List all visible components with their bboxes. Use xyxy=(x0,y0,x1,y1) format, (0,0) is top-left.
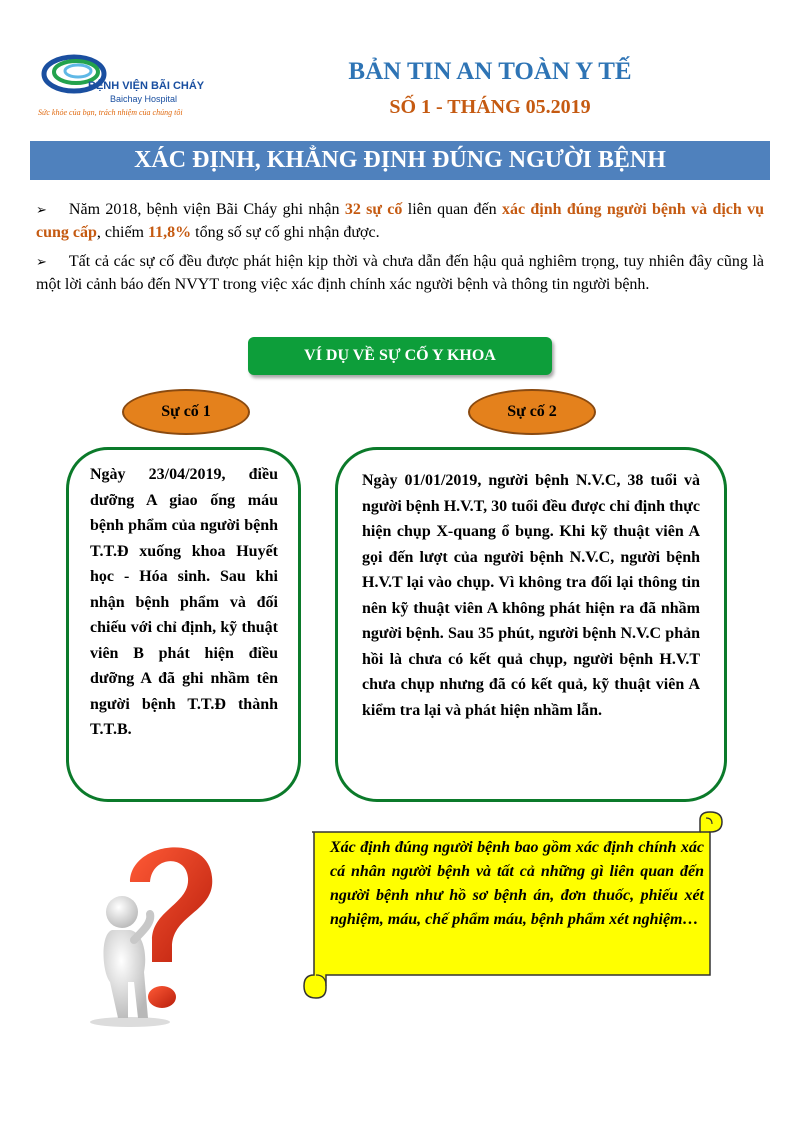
arrow-bullet-icon: ➢ xyxy=(36,255,47,270)
bullet1-highlight-percent: 11,8% xyxy=(148,224,192,241)
incident-1-text: Ngày 23/04/2019, điều dưỡng A giao ống máu bệnh phẩm của người bệnh T.T.Đ xuống khoa Huyết học - Hóa sinh. Sau khi nhận bệnh phẩm và đối chiếu với chỉ định, kỹ thuật viên B phát hiện điều dưỡng A đã ghi nhầm tên người bệnh T.T.Đ thành T.T.B. xyxy=(90,466,278,738)
bullet1-text-c: , chiếm xyxy=(96,224,148,241)
bullet2-text: Tất cả các sự cố đều được phát hiện kịp thời và chưa dẫn đến hậu quả nghiêm trọng, tuy nhiên đây cũng là một lời cảnh báo đến NVYT trong việc xác định chính xác người bệnh và thông tin người bệnh. xyxy=(36,253,764,293)
logo-name: BỆNH VIỆN BÃI CHÁY xyxy=(88,80,205,92)
bullet-paragraph-2 xyxy=(36,251,764,296)
arrow-bullet-icon: ➢ xyxy=(36,203,47,218)
newsletter-issue: SỐ 1 - THÁNG 05.2019 xyxy=(389,96,591,118)
incident-1-label: Sự cố 1 xyxy=(122,389,250,435)
incident-2-label: Sự cố 2 xyxy=(468,389,596,435)
bullet1-highlight-topic: xác định đúng người bệnh và dịch vụ cung cấp xyxy=(36,201,765,241)
newsletter-title: BẢN TIN AN TOÀN Y TẾ xyxy=(348,58,632,85)
examples-title: VÍ DỤ VỀ SỰ CỐ Y KHOA xyxy=(248,337,552,375)
bullet-paragraph-1 xyxy=(36,199,764,244)
logo-name-en: Baichay Hospital xyxy=(110,94,178,104)
logo-slogan: Sức khỏe của bạn, trách nhiệm của chúng tôi xyxy=(38,108,183,117)
section-banner: XÁC ĐỊNH, KHẲNG ĐỊNH ĐÚNG NGƯỜI BỆNH xyxy=(30,141,770,180)
incident-2-text: Ngày 01/01/2019, người bệnh N.V.C, 38 tuổi và người bệnh H.V.T, 30 tuổi đều được chỉ định thực hiện chụp X-quang ổ bụng. Khi kỹ thuật viên A gọi đến lượt của người bệnh N.V.C, người bệnh H.V.T lại vào chụp. Vì không tra đối lại thông tin nên kỹ thuật viên A không phát hiện ra đã nhầm người bệnh. Sau 35 phút, người bệnh N.V.C phản hồi là chưa có kết quả chụp, người bệnh H.V.T chưa chụp nhưng đã có kết quả, kỹ thuật viên A kiểm tra lại và phát hiện nhầm lẫn. xyxy=(362,472,700,719)
scroll-note-text: Xác định đúng người bệnh bao gồm xác định chính xác cá nhân người bệnh và tất cả những gì liên quan đến người bệnh như hồ sơ bệnh án, đơn thuốc, phiếu xét nghiệm, máu, chế phẩm máu, bệnh phẩm xét nghiệm… xyxy=(330,839,704,928)
bullet1-text-d: tổng số sự cố ghi nhận được. xyxy=(191,224,380,241)
bullet1-highlight-count: 32 sự cố xyxy=(344,201,403,218)
question-mark-figure-icon xyxy=(90,822,225,1027)
bullet1-text-b: liên quan đến xyxy=(402,201,502,218)
bullet1-text-a: Năm 2018, bệnh viện Bãi Cháy ghi nhận xyxy=(68,201,345,218)
